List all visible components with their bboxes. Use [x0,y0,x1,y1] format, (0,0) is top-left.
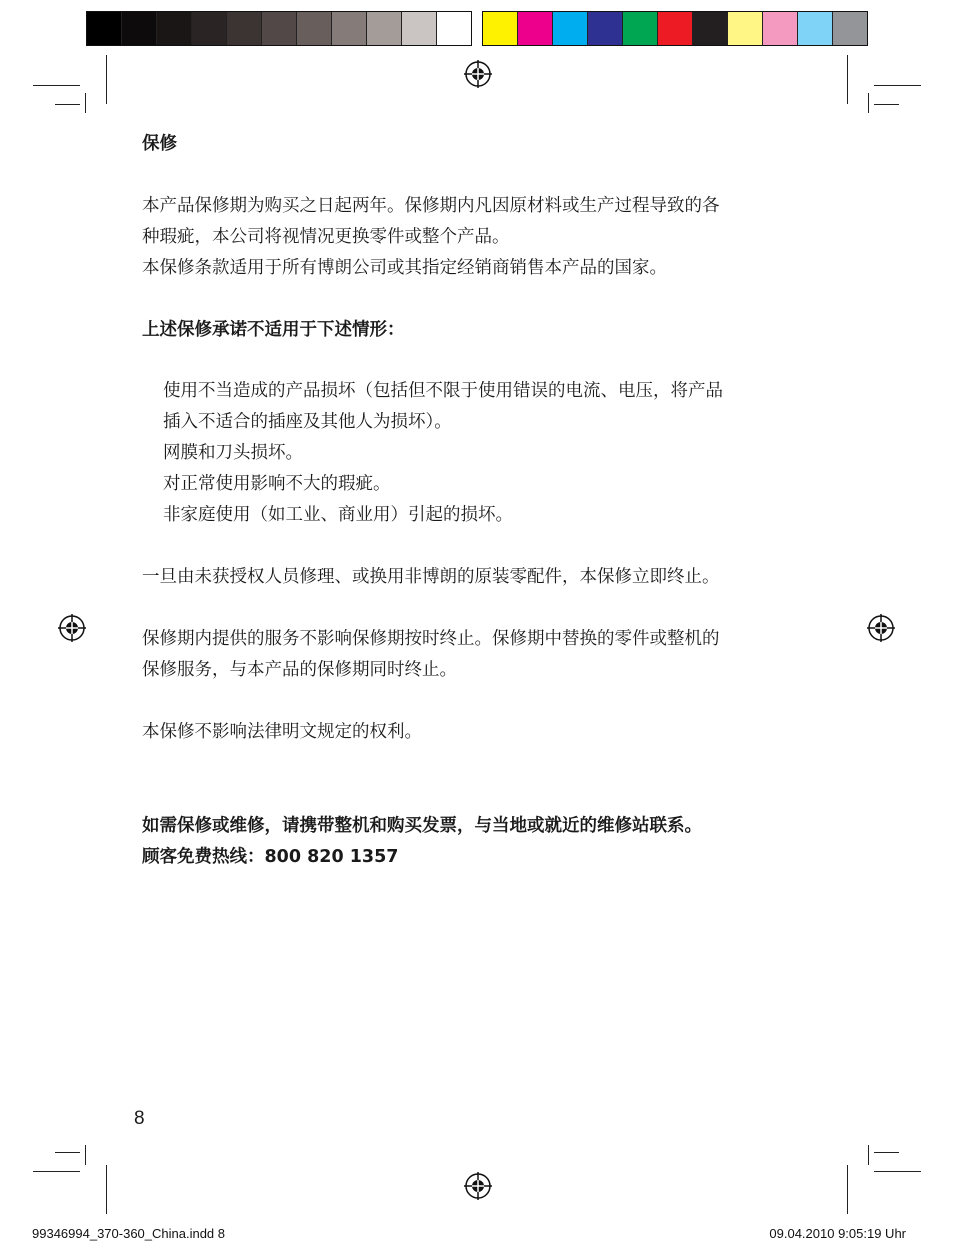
exclusion-item: 插入不适合的插座及其他人为损坏）。 [163,412,452,432]
paragraph-line: 一旦由未获授权人员修理、或换用非博朗的原装零配件，本保修立即终止。 [142,567,720,587]
service-note: 如需保修或维修，请携带整机和购买发票，与当地或就近的维修站联系。 [142,816,702,836]
paragraph-line: 本产品保修期为购买之日起两年。保修期内凡因原材料或生产过程导致的各 [142,196,720,216]
crop-mark [33,1171,80,1172]
color-swatch [763,12,798,45]
color-swatch [122,12,157,45]
color-swatch [402,12,437,45]
exclusion-item: 网膜和刀头损坏。 [163,443,303,463]
hotline: 顾客免费热线：800 820 1357 [142,847,399,867]
color-swatch [798,12,833,45]
exclusion-item: 对正常使用影响不大的瑕疵。 [163,474,391,494]
color-swatch [483,12,518,45]
crop-mark [874,1152,899,1153]
color-swatch [658,12,693,45]
paragraph-line: 保修期内提供的服务不影响保修期按时终止。保修期中替换的零件或整机的 [142,629,720,649]
crop-mark [33,85,80,86]
paragraph-line: 保修服务，与本产品的保修期同时终止。 [142,660,457,680]
paragraph-line: 本保修不影响法律明文规定的权利。 [142,722,422,742]
color-swatch [623,12,658,45]
color-swatch [227,12,262,45]
crop-mark [106,55,107,104]
crop-mark [874,1171,921,1172]
color-swatch [297,12,332,45]
crop-mark [55,1152,80,1153]
crop-mark [85,93,86,113]
registration-mark-icon [58,614,86,642]
crop-mark [55,104,80,105]
color-swatch [728,12,763,45]
color-swatch [192,12,227,45]
color-swatch [332,12,367,45]
crop-mark [868,93,869,113]
color-swatch [87,12,122,45]
color-swatch [553,12,588,45]
crop-mark [85,1145,86,1165]
registration-mark-icon [464,60,492,88]
color-swatch [588,12,623,45]
document-title: 保修 [142,134,177,154]
color-swatch [262,12,297,45]
crop-mark [106,1165,107,1214]
color-swatch [518,12,553,45]
registration-mark-icon [867,614,895,642]
exclusion-item: 使用不当造成的产品损坏（包括但不限于使用错误的电流、电压，将产品 [163,381,723,401]
paragraph-line: 本保修条款适用于所有博朗公司或其指定经销商销售本产品的国家。 [142,258,667,278]
color-swatch [693,12,728,45]
slug-filename: 99346994_370-360_China.indd 8 [32,1226,226,1241]
exclusion-item: 非家庭使用（如工业、商业用）引起的损坏。 [163,505,513,525]
page-number: 8 [134,1108,145,1129]
paragraph-line: 种瑕疵，本公司将视情况更换零件或整个产品。 [142,227,510,247]
process-color-bar [482,11,868,46]
crop-mark [847,1165,848,1214]
color-swatch [437,12,471,45]
crop-mark [874,85,921,86]
crop-mark [847,55,848,104]
slug-datetime: 09.04.2010 9:05:19 Uhr [769,1226,906,1241]
crop-mark [868,1145,869,1165]
crop-mark [874,104,899,105]
color-swatch [833,12,867,45]
grayscale-color-bar [86,11,472,46]
exclusions-heading: 上述保修承诺不适用于下述情形： [142,320,405,340]
color-swatch [367,12,402,45]
registration-mark-icon [464,1172,492,1200]
color-swatch [157,12,192,45]
